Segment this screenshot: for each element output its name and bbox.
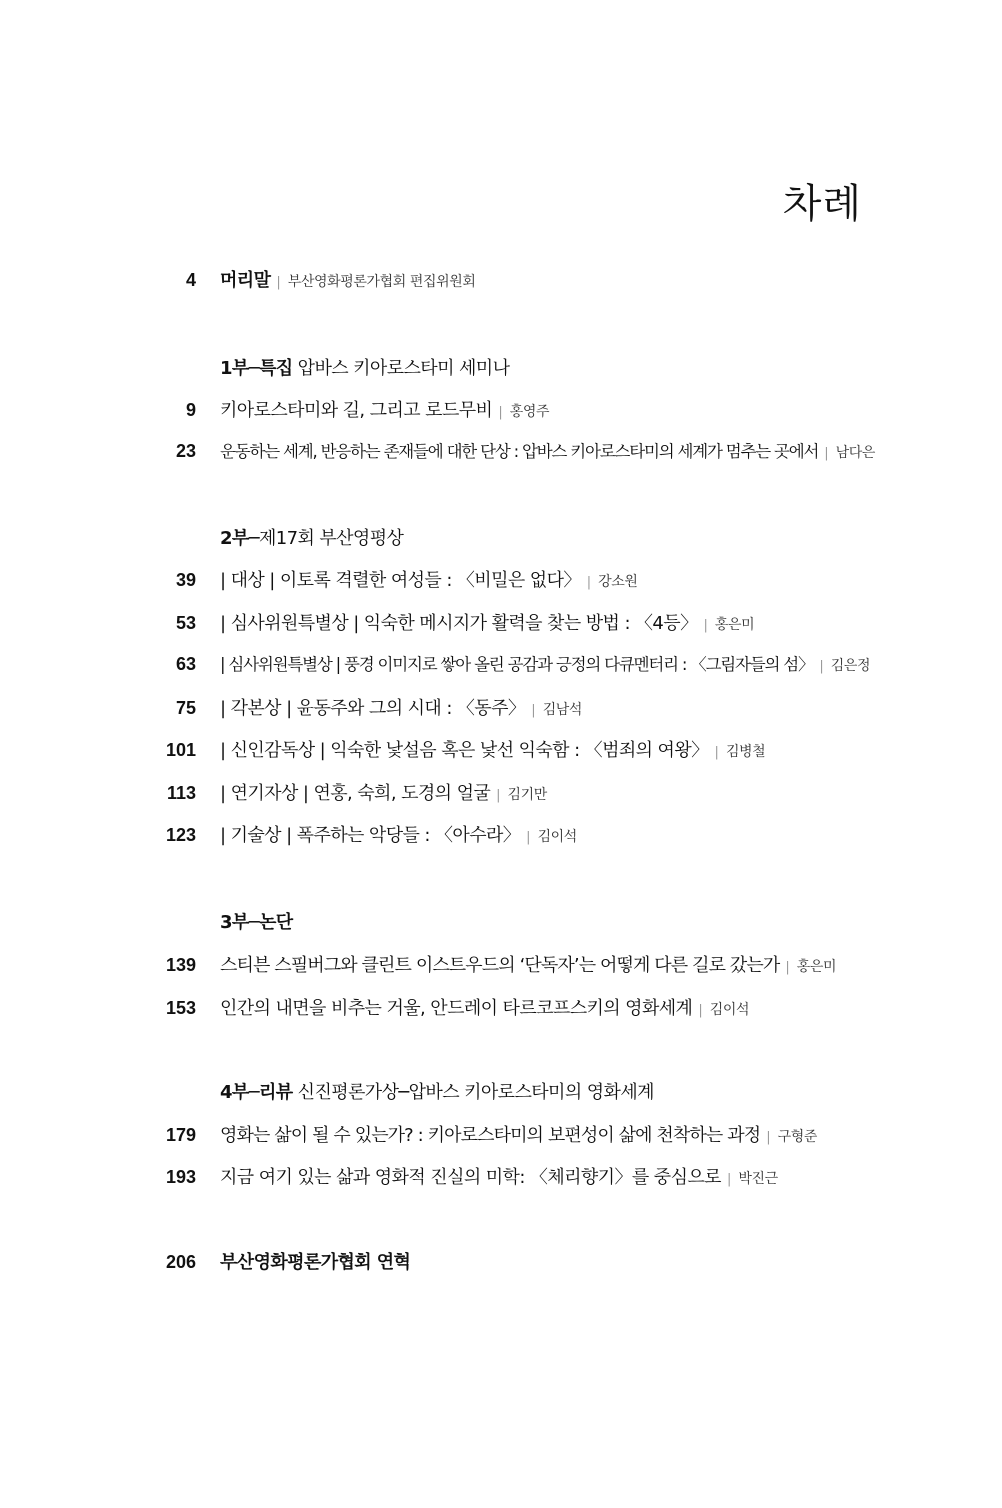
page-number: 4: [185, 270, 196, 290]
section-heading-part2: 2부─제17회 부산영평상: [220, 528, 404, 549]
toc-entry: 193 지금 여기 있는 삶과 영화적 진실의 미학: 〈체리향기〉를 중심으로 | 박진근: [165, 1167, 778, 1188]
toc-entry-intro: 4 머리말 | 부산영화평론가협회 편집위원회: [150, 266, 870, 296]
toc-entry: 53 | 심사위원특별상 | 익숙한 메시지가 활력을 찾는 방법 : 〈4등〉 | 홍은미: [175, 613, 755, 634]
toc-entry: 139 스티븐 스필버그와 클린트 이스트우드의 ‘단독자’는 어떻게 다른 길로 갔는가 | 홍은미: [165, 955, 837, 976]
entry-author: 부산영화평론가협회 편집위원회: [287, 274, 476, 290]
section-heading-part4: 4부─리뷰 신진평론가상─압바스 키아로스타미의 영화세계: [220, 1082, 654, 1103]
page-title: 차례: [782, 181, 862, 227]
toc-entry: 101 | 신인감독상 | 익숙한 낯설음 혹은 낯선 익숙함 : 〈범죄의 여왕〉 | 김병철: [165, 740, 766, 761]
toc-entry: 113 | 연기자상 | 연홍, 숙희, 도경의 얼굴 | 김기만: [166, 783, 547, 804]
section-heading-part1: 1부─특집 압바스 키아로스타미 세미나: [220, 358, 510, 379]
toc-entry: 123 | 기술상 | 폭주하는 악당들 : 〈아수라〉 | 김이석: [165, 825, 577, 846]
section-heading-part3: 3부─논단: [220, 912, 293, 933]
toc-entry: 9 키아로스타미와 길, 그리고 로드무비 | 홍영주: [185, 400, 550, 421]
toc-entry: 39 | 대상 | 이토록 격렬한 여성들 : 〈비밀은 없다〉 | 강소원: [175, 570, 638, 591]
toc-entry-outro: 206 부산영화평론가협회 연혁: [165, 1252, 411, 1273]
toc-entry: 75 | 각본상 | 윤동주와 그의 시대 : 〈동주〉 | 김남석: [175, 698, 583, 719]
entry-title: 머리말: [220, 270, 271, 291]
toc-entry: 179 영화는 삶이 될 수 있는가? : 키아로스타미의 보편성이 삶에 천착하는 과정 | 구형준: [165, 1125, 817, 1146]
toc-entry: 63 | 심사위원특별상 | 풍경 이미지로 쌓아 올린 공감과 긍정의 다큐멘터리 : 〈그림자들의 섬〉 | 김은정: [175, 654, 871, 674]
toc-entry: 153 인간의 내면을 비추는 거울, 안드레이 타르코프스키의 영화세계 | 김이석: [165, 998, 750, 1019]
toc-entry: 23 운동하는 세계, 반응하는 존재들에 대한 단상 : 압바스 키아로스타미의 세계가 멈추는 곳에서 | 남다은: [175, 441, 876, 461]
